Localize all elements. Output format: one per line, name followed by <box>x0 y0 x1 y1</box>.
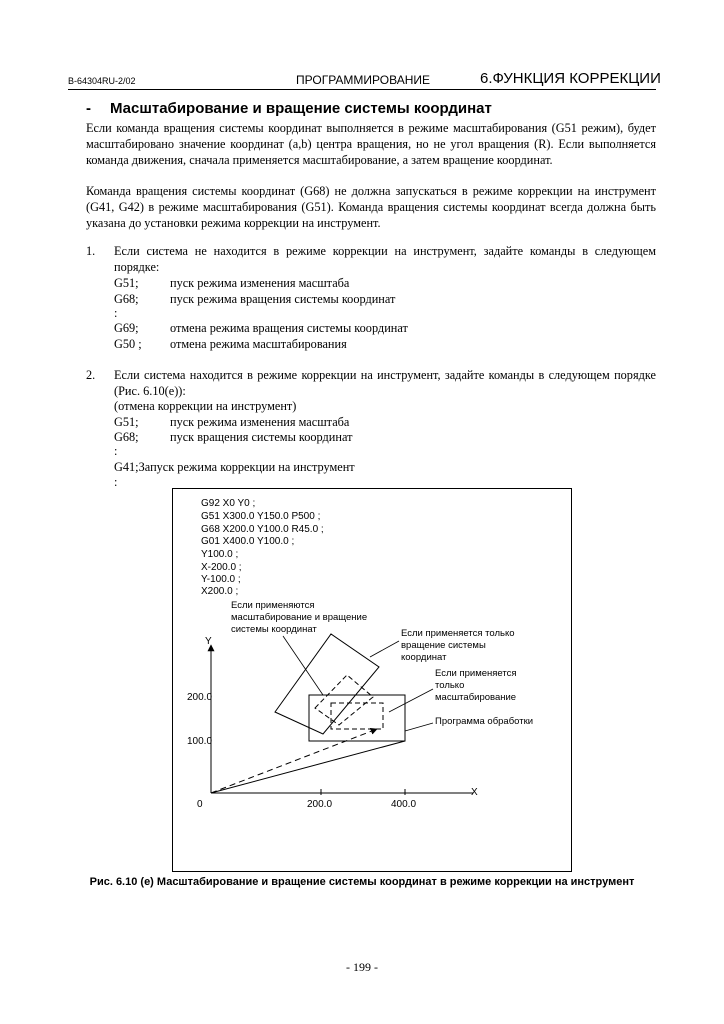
origin-label: 0 <box>197 799 203 810</box>
paragraph-rotation: Команда вращения системы координат (G68) не должна запускаться в режиме коррекции на инструмент (G41, G42) в режиме масштабирования (G51). Команда вращения системы координат всегда должна быть указана до установки режима коррекции на инструмент. <box>86 184 656 230</box>
command-line <box>114 415 349 430</box>
label-both-line: масштабирование и вращение <box>231 612 368 623</box>
page-number: - 199 - <box>346 960 378 974</box>
label-scaling-line: только <box>435 680 465 691</box>
figure-diagram <box>173 489 573 873</box>
leader-line-both <box>283 636 323 695</box>
command-line <box>114 430 352 445</box>
command-code: G68; <box>114 292 139 306</box>
program-line: G51 X300.0 Y150.0 P500 ; <box>201 511 321 522</box>
program-line: Y-100.0 ; <box>201 574 241 585</box>
command-line-end: : <box>114 475 118 489</box>
command-code: G69; <box>114 321 139 335</box>
program-path <box>211 741 405 793</box>
program-line: G68 X200.0 Y100.0 R45.0 ; <box>201 524 324 535</box>
label-both-line: системы координат <box>231 624 317 635</box>
command-line <box>114 292 395 307</box>
label-program: Программа обработки <box>435 716 534 727</box>
command-code: G51; <box>114 276 139 290</box>
command-line <box>114 321 408 336</box>
program-line: G92 X0 Y0 ; <box>201 498 256 509</box>
paragraph-scaling: Если команда вращения системы координат выполняется в режиме масштабирования (G51 режим), будет масштабировано значение координат (a,b) центра вращения, но не угол вращения (R). Если выполняется команда движения, сначала применяется масштабирование, а затем вращение координат. <box>86 121 656 167</box>
command-code: G41; <box>114 460 139 474</box>
command-code: : <box>114 306 118 320</box>
label-rotation-line: координат <box>401 652 447 663</box>
item-2-note: (отмена коррекции на инструмент) <box>114 399 297 413</box>
item-2-number: 2. <box>86 368 96 382</box>
command-line <box>114 444 170 459</box>
command-code: G68; <box>114 430 139 444</box>
program-line: X200.0 ; <box>201 586 239 597</box>
section-title: Масштабирование и вращение системы координат <box>110 100 492 117</box>
leader-line-rotation <box>370 641 399 657</box>
command-desc: Запуск режима коррекции на инструмент <box>138 460 355 474</box>
command-desc: отмена режима вращения системы координат <box>170 321 408 335</box>
item-1-number: 1. <box>86 244 96 258</box>
axis-y-label: Y <box>205 636 212 647</box>
command-line <box>114 276 349 291</box>
leader-line-program <box>405 723 433 731</box>
command-code: G50 ; <box>114 337 142 351</box>
label-rotation-line: Если применяется только <box>401 628 515 639</box>
section-bullet: - <box>86 100 91 117</box>
y-tick-label: 200.0 <box>187 692 213 703</box>
program-line: X-200.0 ; <box>201 562 242 573</box>
label-rotation-line: вращение системы <box>401 640 486 651</box>
program-line: Y100.0 ; <box>201 549 239 560</box>
leader-line-scaling <box>389 689 433 712</box>
axis-x-label: X <box>471 787 478 798</box>
command-line <box>114 306 170 321</box>
rotation-only-shape <box>275 634 379 734</box>
x-tick-label: 400.0 <box>391 799 417 810</box>
command-desc: пуск вращения системы координат <box>170 430 353 444</box>
command-line-g41 <box>114 460 355 475</box>
header-divider <box>68 89 656 90</box>
header-section: ПРОГРАММИРОВАНИЕ <box>296 73 430 87</box>
item-1-text: Если система не находится в режиме коррекции на инструмент, задайте команды в следующем порядке: <box>114 244 656 274</box>
command-desc: пуск режима изменения масштаба <box>170 415 350 429</box>
program-listing <box>201 498 324 597</box>
label-both-line: Если применяются <box>231 600 315 611</box>
command-code: G51; <box>114 415 139 429</box>
label-scaling-line: Если применяется <box>435 668 517 679</box>
command-desc: пуск режима вращения системы координат <box>170 292 396 306</box>
figure-frame <box>172 488 572 872</box>
header-chapter: 6.ФУНКЦИЯ КОРРЕКЦИИ <box>480 70 661 87</box>
y-tick-label: 100.0 <box>187 736 213 747</box>
command-desc: пуск режима изменения масштаба <box>170 276 350 290</box>
x-tick-label: 200.0 <box>307 799 333 810</box>
figure-caption: Рис. 6.10 (e) Масштабирование и вращение системы координат в режиме коррекции на инструмент <box>89 876 635 888</box>
scaled-path <box>211 729 377 793</box>
command-code: : <box>114 444 118 458</box>
label-scaling-line: масштабирование <box>435 692 517 703</box>
scaled-rotated-shape <box>315 675 373 725</box>
item-2-text: Если система находится в режиме коррекции на инструмент, задайте команды в следующем порядке (Рис. 6.10(e)): <box>114 368 656 398</box>
command-desc: отмена режима масштабирования <box>170 337 347 351</box>
command-line <box>114 337 347 352</box>
program-line: G01 X400.0 Y100.0 ; <box>201 536 295 547</box>
document-code: B-64304RU-2/02 <box>68 76 136 86</box>
